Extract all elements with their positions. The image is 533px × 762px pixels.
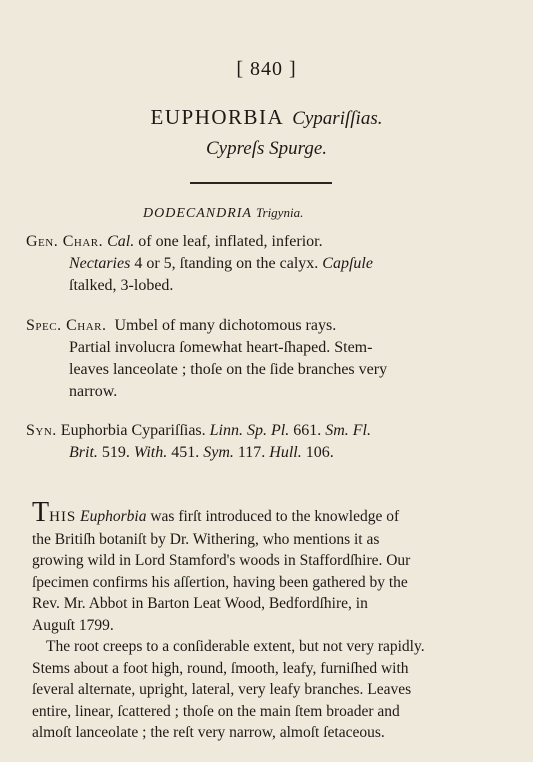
spec-char-text-1: Umbel of many dichotomous rays. — [114, 317, 337, 334]
gen-char-text-1-run-1: of one leaf, inflated, inferior. — [134, 233, 323, 250]
synonymy — [26, 420, 496, 464]
title-rule — [190, 182, 332, 184]
gen-char-line-3-run-0: ſtalked, 3-lobed. — [69, 277, 174, 294]
syn-line-2-run-5: 117. — [233, 444, 270, 461]
gen-char-line-1 — [26, 231, 496, 253]
plant-title — [0, 105, 533, 130]
spec-char-line-1 — [26, 315, 496, 337]
syn-line-2-run-0: Brit. — [69, 444, 98, 461]
gen-char-text-1-run-0: Cal. — [107, 233, 135, 250]
body-line-6: Auguſt 1799. — [32, 616, 114, 634]
description-text — [32, 497, 502, 744]
body-line-1-text — [80, 508, 399, 525]
linnaean-class: DODECANDRIA — [143, 206, 252, 221]
species-name: Cypariſſias. — [292, 108, 383, 129]
gen-char-line-3 — [26, 275, 496, 297]
gen-char-text-1 — [107, 233, 323, 250]
syn-text-1 — [61, 422, 371, 439]
opening-caps: HIS — [49, 509, 77, 525]
syn-line-2-run-6: Hull. — [269, 444, 302, 461]
body-line-4: ſpecimen confirms his aſſertion, having been gathered by the — [32, 573, 408, 591]
page-number: [ 840 ] — [236, 58, 297, 80]
generic-character — [26, 231, 496, 297]
syn-line-2-run-3: 451. — [167, 444, 204, 461]
gen-char-line-2-run-0: Nectaries — [69, 255, 131, 272]
syn-text-1-run-2: 661. — [289, 422, 326, 439]
syn-text-1-run-1: Linn. Sp. Pl. — [209, 422, 290, 439]
syn-line-2-run-2: With. — [133, 444, 168, 461]
spec-char-line-2: Partial involucra ſomewhat heart-ſhaped. Stem- — [69, 339, 373, 356]
spec-char-line-3: leaves lanceolate ; thoſe on the ſide branches very — [69, 361, 388, 378]
body-line-5: Rev. Mr. Abbot in Barton Leat Wood, Bedfordſhire, in — [32, 595, 368, 612]
gen-char-label: Gen. Char. — [26, 233, 104, 250]
body-line-7: The root creeps to a conſiderable extent, but not very rapidly. — [46, 638, 425, 655]
classification — [143, 205, 303, 222]
body-line-1-text-run-1: was firſt introduced to the knowledge of — [146, 508, 400, 525]
body-line-1 — [32, 497, 502, 529]
gen-char-line-2 — [26, 253, 496, 275]
syn-line-1 — [26, 420, 496, 442]
linnaean-order: Trigynia. — [256, 205, 304, 220]
genus-name: EUPHORBIA — [150, 105, 285, 129]
syn-text-1-run-3: Sm. Fl. — [325, 422, 371, 439]
body-line-3: growing wild in Lord Stamford's woods in Staffordſhire. Our — [32, 552, 411, 569]
spec-char-label: Spec. Char. — [26, 317, 107, 334]
syn-line-2-run-1: 519. — [97, 444, 134, 461]
syn-text-1-run-0: Euphorbia Cypariſſias. — [60, 422, 210, 439]
drop-cap: T — [32, 497, 50, 528]
body-line-8: Stems about a foot high, round, ſmooth, leafy, furniſhed with — [32, 659, 409, 677]
body-line-11: almoſt lanceolate ; the reſt very narrow, almoſt ſetaceous. — [32, 724, 385, 741]
gen-char-line-2-run-1: 4 or 5, ſtanding on the calyx. — [130, 255, 323, 272]
common-name: Cypreſs Spurge. — [205, 138, 328, 159]
syn-line-2 — [26, 442, 496, 464]
body-line-2: the Britiſh botaniſt by Dr. Withering, who mentions it as — [32, 530, 380, 548]
body-line-1-text-run-0: Euphorbia — [80, 508, 147, 525]
specific-character — [26, 315, 496, 403]
spec-char-line-4: narrow. — [69, 383, 118, 400]
body-line-9: ſeveral alternate, upright, lateral, very leafy branches. Leaves — [32, 681, 412, 698]
syn-line-2-run-7: 106. — [301, 444, 334, 461]
syn-label: Syn. — [26, 422, 57, 439]
body-line-10: entire, linear, ſcattered ; thoſe on the main ſtem broader and — [32, 702, 400, 720]
gen-char-line-2-run-2: Capſule — [322, 255, 373, 272]
syn-line-2-run-4: Sym. — [203, 444, 234, 461]
